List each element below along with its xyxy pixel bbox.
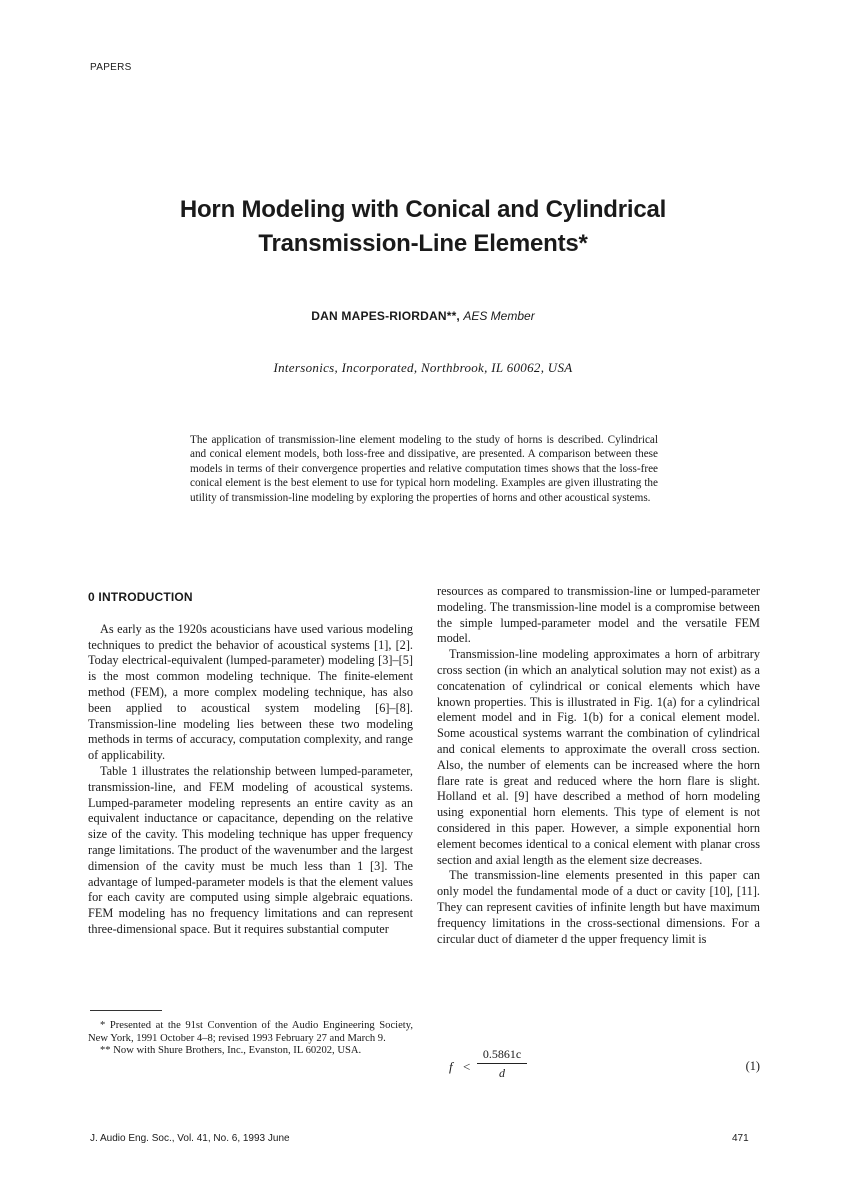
title-line-2: Transmission-Line Elements* bbox=[258, 230, 588, 257]
abstract: The application of transmission-line element modeling to the study of horns is described. Cylindrical and conical element models, both loss-free and dissipative, are presented. A comparison between these models in terms of their convergence properties and relative computation times shows that the loss-free conical element is the best element to use for typical horn modeling. Examples are given illustrating the utility of transmission-line modeling by exploring the properties of horns and other acoustical systems. bbox=[190, 434, 658, 504]
right-column bbox=[437, 584, 760, 947]
equation-numerator: 0.5861c bbox=[482, 1047, 522, 1061]
page-number: 471 bbox=[732, 1133, 749, 1144]
title-line-1: Horn Modeling with Conical and Cylindrical bbox=[179, 196, 667, 223]
paragraph: As early as the 1920s acousticians have used various modeling techniques to predict the behavior of acoustical systems [1], [2]. Today electrical-equivalent (lumped-parameter) modeling [3]–[5] is the most common modeling technique. The finite-element method (FEM), a more complex modeling technique, has also been applied to acoustical system modeling [6]–[8]. Transmission-line modeling lies between these two modeling methods in terms of accuracy, computation complexity, and range of applicability. bbox=[88, 621, 413, 763]
fraction-bar bbox=[477, 1063, 527, 1064]
paper-title bbox=[0, 193, 846, 261]
equation-relation: < bbox=[463, 1059, 471, 1074]
running-footer: J. Audio Eng. Soc., Vol. 41, No. 6, 1993 June bbox=[90, 1133, 290, 1144]
left-column bbox=[88, 590, 413, 938]
paragraph: Transmission-line modeling approximates a horn of arbitrary cross section (in which an analytical solution may not exist) as a concatenation of cylindrical or conical elements which have known properties. This is illustrated in Fig. 1(a) for a cylindrical element model and in Fig. 1(b) for a conical element model. Some acoustical systems warrant the combination of cylindrical and conical elements to approximate the overall cross section. Also, the number of elements can be increased where the horn flare rate is great and reduced where the horn flare is slight. Holland et al. [9] have described a method of horn modeling using exponential horn elements. This type of element is not considered in this paper. However, a simple exponential horn element becomes identical to a conical element with planar cross section and axial length as the element size decreases. bbox=[437, 647, 760, 867]
author-membership: AES Member bbox=[463, 309, 535, 323]
footnote: * Presented at the 91st Convention of the Audio Engineering Society, New York, 1991 October 4–8; revised 1993 February 27 and March 9. bbox=[88, 1020, 413, 1044]
footnote-divider bbox=[90, 1010, 162, 1011]
footnote: ** Now with Shure Brothers, Inc., Evanston, IL 60202, USA. bbox=[100, 1045, 362, 1057]
paragraph: The transmission-line elements presented in this paper can only model the fundamental mode of a duct or cavity [10], [11]. They can represent cavities of infinite length but have maximum frequency limitations in the cross-sectional dimensions. For a circular duct of diameter d the upper frequency limit is bbox=[437, 868, 760, 946]
section-label: PAPERS bbox=[90, 62, 132, 73]
paragraph: resources as compared to transmission-line or lumped-parameter modeling. The transmission-line model is a compromise between the simple lumped-parameter model and the versatile FEM model. bbox=[437, 584, 760, 646]
paragraph: Table 1 illustrates the relationship between lumped-parameter, transmission-line, and FEM modeling of acoustical systems. Lumped-parameter modeling represents an entire cavity as an equivalent inductance or capacitance, depending on the relative size of the cavity. This modeling technique has upper frequency range limitations. The product of the wavenumber and the largest dimension of the cavity must be much less than 1 [3]. The advantage of lumped-parameter models is that the element values for each cavity are computed using simple algebraic equations. FEM modeling has no frequency limitations and can represent three-dimensional space. But it requires substantial computer bbox=[88, 763, 413, 936]
equation-fraction bbox=[477, 1047, 527, 1080]
author-name: DAN MAPES-RIORDAN**, bbox=[311, 309, 460, 323]
footnotes bbox=[88, 1020, 413, 1058]
affiliation: Intersonics, Incorporated, Northbrook, IL 60062, USA bbox=[273, 360, 573, 375]
equation-1 bbox=[437, 1047, 760, 1087]
equation-lhs: f bbox=[449, 1059, 453, 1074]
author-line bbox=[0, 309, 846, 323]
section-heading-introduction: 0 INTRODUCTION bbox=[88, 590, 193, 604]
equation-number: (1) bbox=[745, 1059, 760, 1073]
equation-denominator: d bbox=[499, 1066, 505, 1080]
